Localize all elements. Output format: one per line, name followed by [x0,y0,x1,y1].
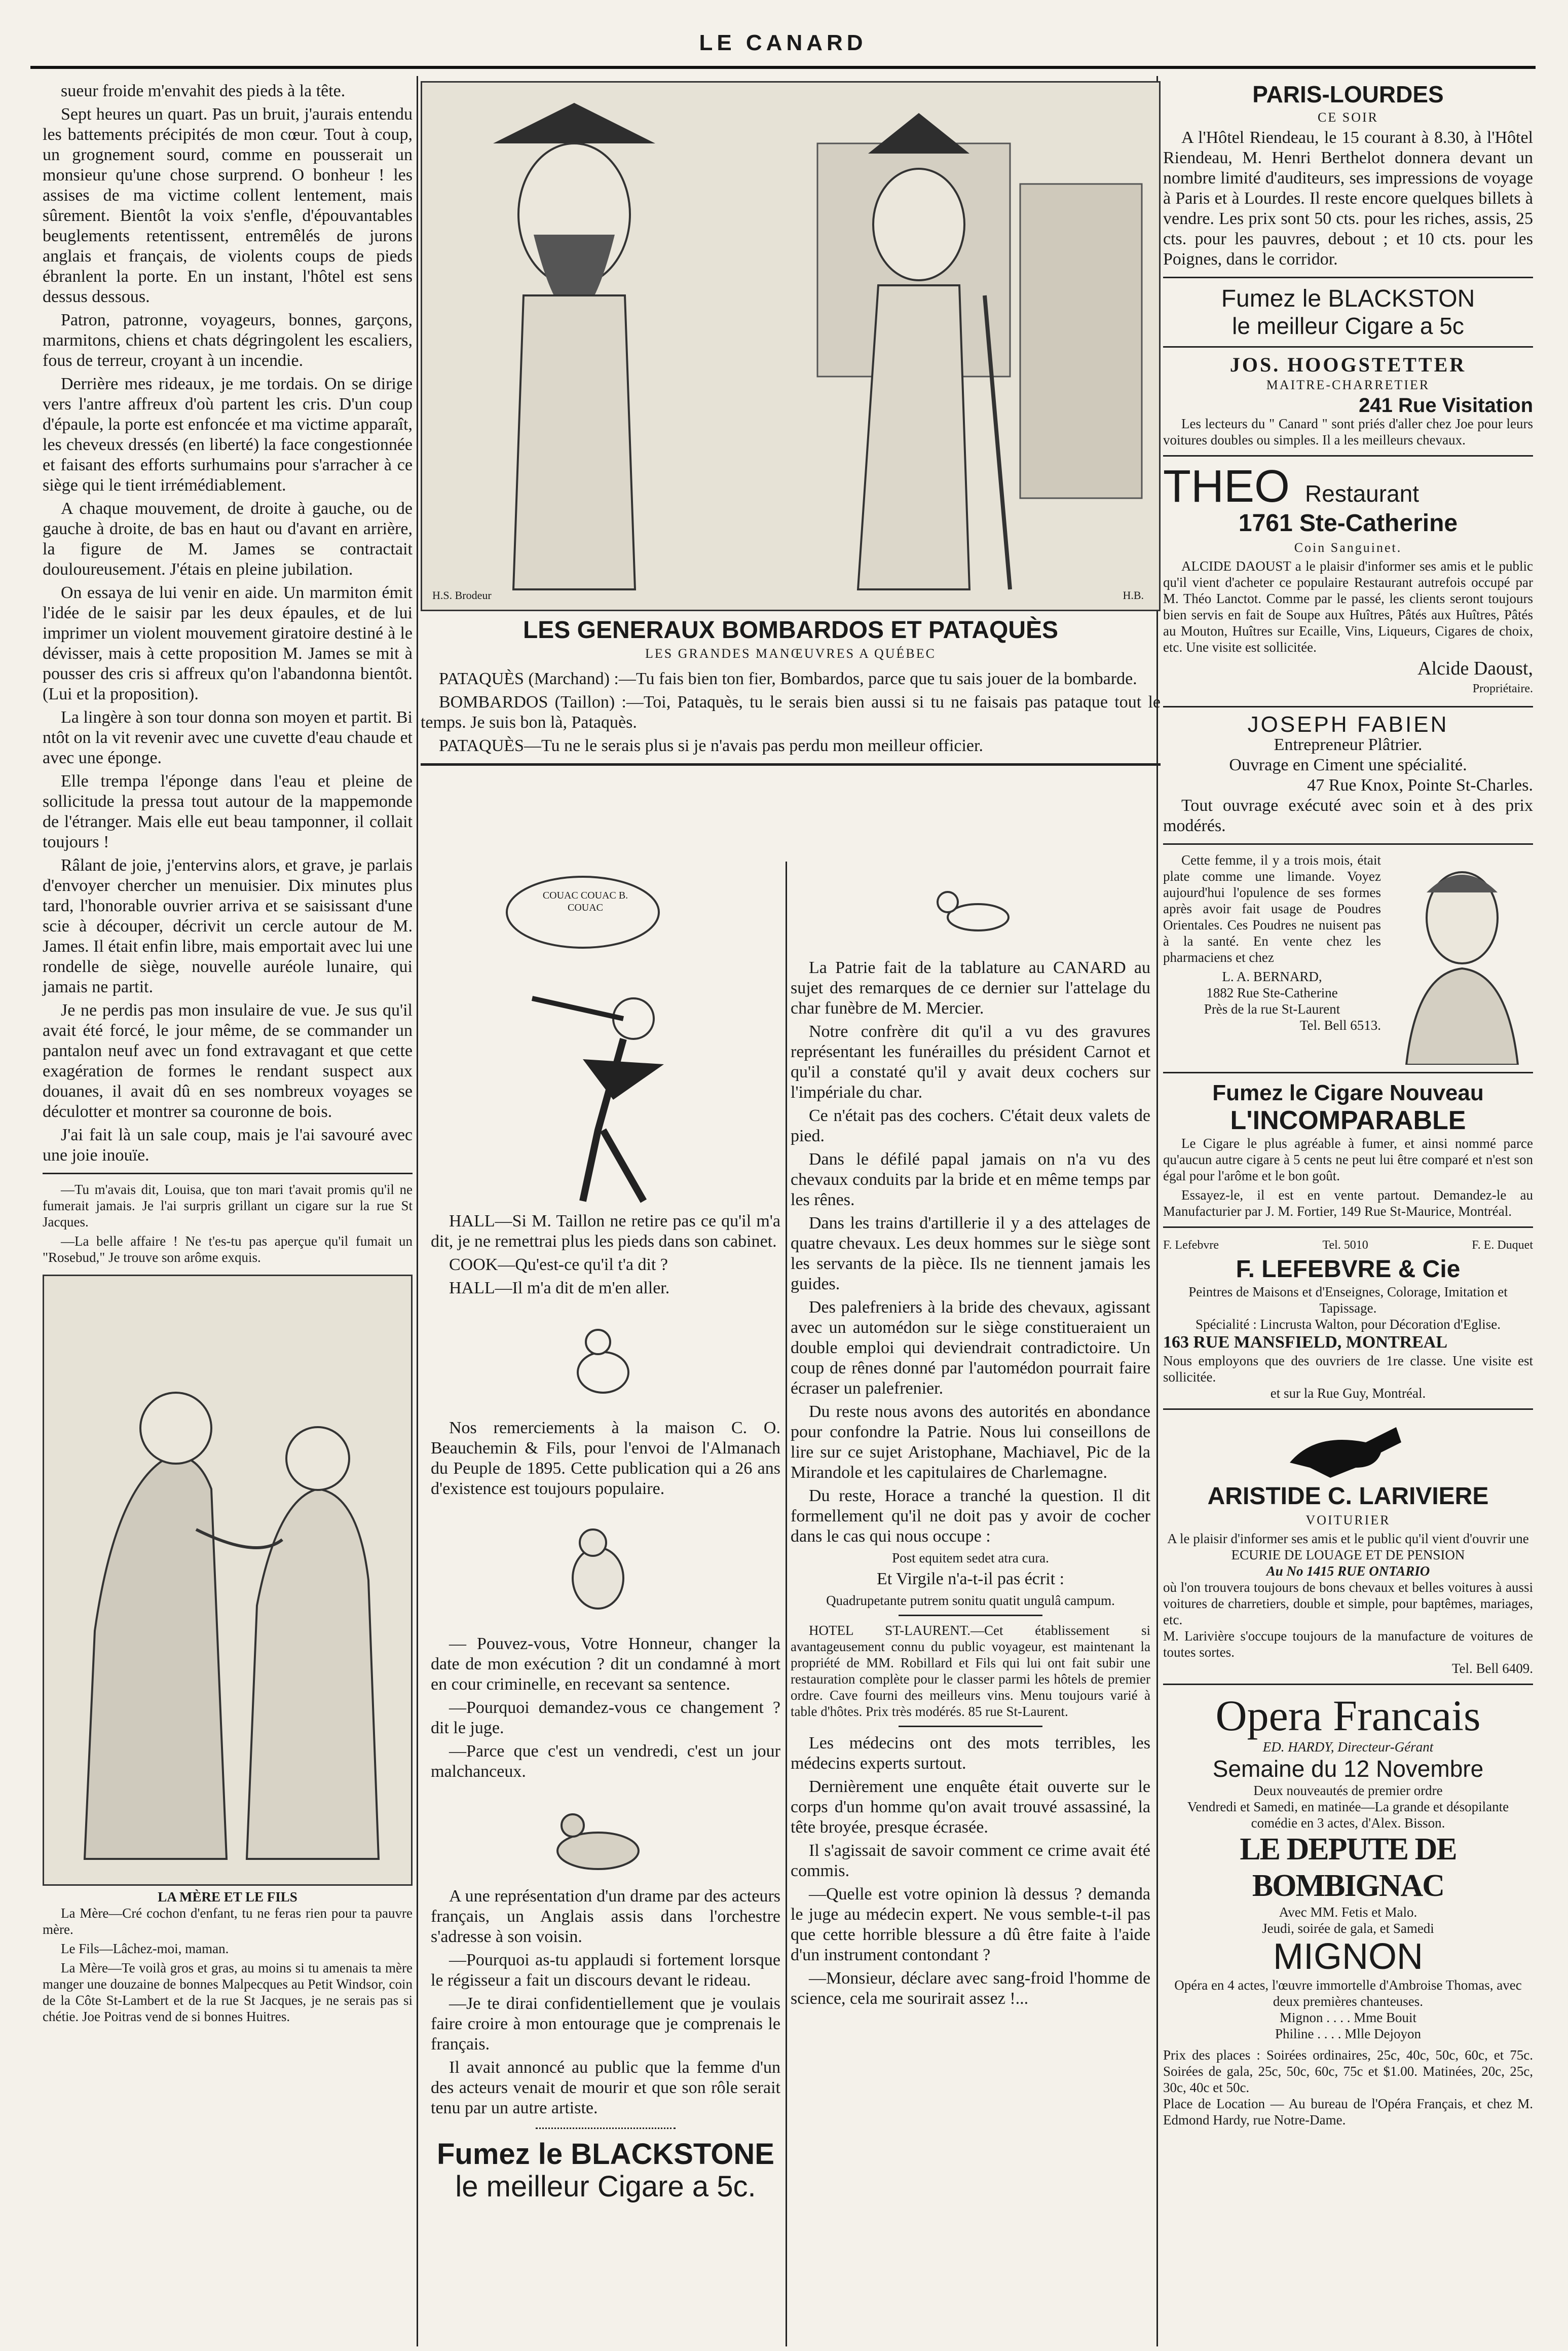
paragraph: Dans le défilé papal jamais on n'a vu des chevaux conduits par la bride et en même temps par les rênes. [791,1150,1150,1209]
paragraph: Patron, patronne, voyageurs, bonnes, garçons, marmitons, chiens et chats dégringolent les escaliers, fous de terreur, croyant à un incendie. [43,311,413,370]
opera-cast2: Philine . . . . Mlle Dejoyon [1275,2026,1421,2041]
bernard-tel: Tel. Bell 6513. [1299,1018,1381,1033]
paragraph: Il avait annoncé au public que la femme d'un des acteurs venait de mourir et que son rôle serait tenu par un autre artiste. [431,2058,780,2117]
opera-director: ED. HARDY, Directeur-Gérant [1262,1739,1434,1755]
paragraph: PATAQUÈS (Marchand) :—Tu fais bien ton fier, Bombardos, parce que tu sais jouer de la bombarde. [439,669,1137,688]
theo-address: 1761 Ste-Catherine [1238,510,1458,537]
paragraph: Des palefreniers à la bride des chevaux, agissant avec un automédon sur le siège constitueraient un double emploi qui deviendrait contradictoire. Un coup de rênes donné par l'automédon pourrait faire écraser un palefrenier. [791,1298,1150,1398]
opera-location: Place de Location — Au bureau de l'Opéra Français, et chez M. Edmond Hardy, rue Notre-Dame. [1163,2096,1533,2128]
theo-corner: Coin Sanguinet. [1294,540,1402,555]
paragraph: —Monsieur, déclare avec sang-froid l'homme de science, cela me sourirait assez !... [791,1969,1150,2008]
paragraph: Sept heures un quart. Pas un bruit, j'aurais entendu les battements précipités de mon cœur. Tout à coup, un grognement sourd, comme en pousserait un monsieur qu'une chose surprend. O bonheur ! les assises de ma victime collent lentement, mais sûrement. Bientôt la voix s'enfle, d'épouvantables beuglements retentissent, entremêlés de jurons anglais et français, de violents coups de pieds ébranlent la porte. En un instant, l'hôtel est sens dessus dessous. [43,105,413,306]
paris-ce-soir: CE SOIR [1318,110,1378,125]
divider [1163,843,1533,845]
lefebvre-address: 163 RUE MANSFIELD, MONTREAL [1163,1333,1448,1352]
theo-body: ALCIDE DAOUST a le plaisir d'informer ses amis et le public qu'il vient d'acheter ce populaire Restaurant autrefois occupé par M. Théo Lanctot. Comme par le passé, les clients seront toujours bien servis en fait de Soupe aux Huîtres, Pâtés aux Huîtres, Pâtés au Mouton, Huîtres sur Ecaille, Vins, Liqueurs, Cigares de choix, etc. Une visite est sollicitée. [1163,558,1533,655]
blackstone-ad-line2: le meilleur Cigare a 5c. [455,2170,756,2203]
illus-caption: LA MÈRE ET LE FILS [158,1889,297,1905]
paragraph: J'ai fait là un sale coup, mais je l'ai savouré avec une joie inouïe. [43,1126,413,1165]
divider [43,1173,413,1174]
fabien-role: Entrepreneur Plâtrier. [1274,735,1423,754]
fabien-address: 47 Rue Knox, Pointe St-Charles. [1307,776,1533,795]
paragraph: Le Fils—Lâchez-moi, maman. [61,1941,229,1956]
lariviere-name: ARISTIDE C. LARIVIERE [1207,1483,1489,1510]
duck-icon [431,1301,780,1418]
opera-vendredi: Vendredi et Samedi, en matinée—La grande et désopilante comédie en 3 actes, d'Alex. Bisson. [1187,1799,1509,1831]
column-rule [786,862,787,2346]
paragraph: Du reste, Horace a tranché la question. Il dit formellement qu'il ne doit pas y avoir de cocher dans le cas qui nous occupe : [791,1486,1150,1546]
hoogstetter-address: 241 Rue Visitation [1359,394,1533,417]
opera-title: Opera Francais [1215,1691,1481,1740]
fabien-specialty: Ouvrage en Ciment une spécialité. [1229,756,1467,774]
opera-avec: Avec MM. Fetis et Malo. [1279,1905,1417,1920]
illus-dialog [43,1905,413,2025]
hoogstetter-body: Les lecteurs du " Canard " sont priés d'aller chez Joe pour leurs voitures doubles ou simples. Il a les meilleurs chevaux. [1163,416,1533,447]
lariviere-role: VOITURIER [1305,1513,1391,1527]
incomparable-body2: Essayez-le, il est en vente partout. Demandez-le au Manufacturier par J. M. Fortier, 149 Rue St-Maurice, Montréal. [1163,1187,1533,1219]
bernard-near: Près de la rue St-Laurent [1204,1001,1340,1017]
lariviere-body: A le plaisir d'informer ses amis et le public qu'il vient d'ouvrir une [1167,1531,1529,1546]
incomparable-line2: L'INCOMPARABLE [1230,1106,1466,1135]
divider [1163,1684,1533,1685]
paragraph: Dans les trains d'artillerie il y a des attelages de quatre chevaux. Les deux hommes sur le siège sont les servants de la pièce. Ils ne tiennent jamais les guides. [791,1214,1150,1293]
paragraph: HALL—Il m'a dit de m'en aller. [449,1279,670,1297]
woman-portrait [1386,852,1533,1065]
theo-name: THEO [1163,461,1290,512]
opera-prix: Prix des places : Soirées ordinaires, 25c, 40c, 50c, 60c, et 75c. Soirées de gala, 25c, 50c, 60c, 75c et $1.00. Matinées, 20c, 25c, 30c, 40c et 50c. [1163,2047,1533,2095]
column-3 [791,867,1150,2012]
divider [1163,1226,1533,1228]
opera-cast1: Mignon . . . . Mme Bouit [1279,2010,1416,2025]
divider [1163,1408,1533,1410]
paragraph: HALL—Si M. Taillon ne retire pas ce qu'il m'a dit, je ne remettrai plus les pieds dans son cabinet. [431,1212,780,1251]
virgile-line: Et Virgile n'a-t-il pas écrit : [876,1570,1065,1588]
hoogstetter-name: JOS. HOOGSTETTER [1229,353,1467,376]
paragraph: La Patrie fait de la tablature au CANARD au sujet des remarques de ce dernier sur l'attelage du char funèbre de M. Mercier. [791,958,1150,1018]
joke-text [43,1181,413,1265]
divider [421,763,1161,766]
hoogstetter-role: MAITRE-CHARRETIER [1266,378,1430,392]
swimming-duck-icon [431,1785,780,1886]
top-cartoon-section [421,81,1161,773]
blackston-line1: Fumez le BLACKSTON [1221,285,1475,312]
latin-quote-2: Quadrupetante putrem sonitu quatit ungulâ campum. [826,1593,1115,1608]
lefebvre-role: Peintres de Maisons et d'Enseignes, Colorage, Imitation et Tapissage. [1188,1284,1508,1316]
paragraph: COOK—Qu'est-ce qu'il t'a dit ? [449,1255,668,1274]
patrie-article [791,958,1150,1547]
paragraph: —Pourquoi as-tu applaudi si fortement lorsque le régisseur a fait un discours devant le rideau. [431,1951,780,1990]
bernard-text [1163,852,1381,1065]
generals-cartoon [422,83,1159,607]
paragraph: —Quelle est votre opinion là dessus ? demanda le juge au médecin expert. Ne vous semble-t-il pas que cette horrible blessure a dû être faite à l'aide d'un instrument contondant ? [791,1885,1150,1964]
divider [899,1726,1042,1727]
blackston-line2: le meilleur Cigare a 5c [1232,313,1464,339]
flying-duck-icon [791,867,1150,958]
bernard-address: 1882 Rue Ste-Catherine [1206,985,1338,1000]
lefebvre-right: F. E. Duquet [1472,1239,1533,1252]
fabien-body: Tout ouvrage exécuté avec soin et à des prix modérés. [1163,796,1533,835]
paragraph: Il s'agissait de savoir comment ce crime avait été commis. [791,1841,1150,1880]
cartoon-dialog [421,669,1161,756]
lefebvre-name: F. LEFEBVRE & Cie [1236,1256,1461,1283]
almanach-text: Nos remerciements à la maison C. O. Beauchemin & Fils, pour l'envoi de l'Almanach du Peuple de 1895. Cette publication qui a 26 ans d'existence est toujours populaire. [431,1419,780,1498]
blackstone-ad-line1: Fumez le BLACKSTONE [436,2138,774,2171]
article-text [43,81,413,1166]
illustration-generaux [421,81,1161,611]
hotel-st-laurent-ad: HOTEL ST-LAURENT.—Cet établissement si avantageusement connu du public voyageur, est maintenant la propriété de MM. Robillard et Fils qui lui ont fait subir une restauration complète pour le classer parmi les hôtels de premier ordre. Cave fourni des meilleurs vins. Menu toujours varié à table d'hôtes. Prix très modérés. 85 rue St-Laurent. [791,1623,1150,1719]
juge-dialog [431,1634,780,1782]
paragraph: Notre confrère dit qu'il a vu des gravures représentant les funérailles du président Carnot et qu'il a constaté qu'il y avait deux cochers sur l'impériale du char. [791,1022,1150,1102]
paris-lourdes-title: PARIS-LOURDES [1252,81,1444,107]
medecins-article [791,1733,1150,2009]
lariviere-ecurie: ECURIE DE LOUAGE ET DE PENSION [1231,1547,1465,1562]
lefebvre-body2: et sur la Rue Guy, Montréal. [1270,1386,1426,1401]
paragraph: La Mère—Cré cochon d'enfant, tu ne feras rien pour ta pauvre mère. [43,1906,413,1937]
theo-signature: Alcide Daoust, [1417,658,1533,679]
hall-dialog [431,1211,780,1298]
paragraph: —Parce que c'est un vendredi, c'est un jour malchanceux. [431,1742,780,1781]
divider [1163,277,1533,278]
latin-quote-1: Post equitem sedet atra cura. [892,1550,1049,1565]
illustration-hall [431,867,780,1211]
paragraph: sueur froide m'envahit des pieds à la tête. [61,82,346,100]
incomparable-line1: Fumez le Cigare Nouveau [1212,1080,1484,1105]
paragraph: BOMBARDOS (Taillon) :—Toi, Pataquès, tu le serais bien aussi si tu ne faisais pas pataque tout le temps. Je suis bon là, Pataquès. [421,693,1161,732]
paragraph: —Tu m'avais dit, Louisa, que ton mari t'avait promis qu'il ne fumerait jamais. Je l'ai surpris grillant un cigare sur la rue St Jacques. [43,1182,413,1229]
divider [899,1615,1042,1616]
lefebvre-top-row [1163,1235,1533,1255]
paragraph: —Pourquoi demandez-vous ce changement ? dit le juge. [431,1698,780,1737]
signature-right: H.B. [1123,589,1144,602]
paragraph: Derrière mes rideaux, je me tordais. On se dirige vers l'antre affreux d'où partent les cris. D'un coup d'épaule, la porte est enfoncée et ma victime apparaît, les cheveux dressés (en liberté) la face congestionnée et faisant des efforts surhumains pour s'arracher à ce siège qui le tient irrémédiablement. [43,375,413,495]
hall-bird-drawing [431,867,780,1211]
paragraph: Du reste nous avons des autorités en abondance pour confondre la Patrie. Nous lui conseillons de lire sur ce sujet Aristophane, Machiavel, Pic de la Mirandole et les capitulaires de Charlemagne. [791,1402,1150,1482]
opera-depute: LE DEPUTE DE BOMBIGNAC [1240,1832,1457,1903]
paragraph: Les médecins ont des mots terribles, les médecins experts surtout. [791,1734,1150,1773]
opera-semaine: Semaine du 12 Novembre [1212,1756,1484,1782]
bird-icon [431,1502,780,1634]
lefebvre-tel: Tel. 5010 [1322,1239,1368,1252]
incomparable-body: Le Cigare le plus agréable à fumer, et ainsi nommé parce qu'aucun autre cigare à 5 cents ne peut lui être comparé et n'est son égal pour l'arôme et le bon goût. [1163,1136,1533,1183]
masthead [30,30,1536,69]
theo-restaurant: Restaurant [1305,480,1420,507]
swimming-duck-icon-area [431,1785,780,1886]
column-rule [417,76,418,2346]
column-4-ads [1163,81,1533,2128]
paragraph: Je ne perdis pas mon insulaire de vue. Je sus qu'il avait été forcé, le jour même, de se commander un pantalon neuf avec un fond extravagant et que cette exagération de formes le rendant suspect aux douanes, il avait dû en ses nombreux voyages se déculotter et montrer sa couronne de bois. [43,1001,413,1121]
paragraph: —Je te dirai confidentiellement que je voulais faire croire à mon entourage que je comprenais le français. [431,1994,780,2054]
theo-header [1163,461,1533,512]
paragraph: A une représentation d'un drame par des acteurs français, un Anglais assis dans l'orchestre s'adresse à son voisin. [431,1887,780,1946]
paragraph: A chaque mouvement, de droite à gauche, ou de gauche à droite, de bas en haut ou d'avant en arrière, la figure de M. James se contractait douloureusement. J'étais en pleine jubilation. [43,499,413,579]
lariviere-body2: où l'on trouvera toujours de bons chevaux et belles voitures à aussi voitures de charretiers, double et simple, pour baptêmes, mariages, etc. [1163,1580,1533,1627]
lefebvre-body: Nous employons que des ouvriers de 1re classe. Une visite est sollicitée. [1163,1353,1533,1385]
divider [1163,346,1533,348]
paris-lourdes-body: A l'Hôtel Riendeau, le 15 courant à 8.30, à l'Hôtel Riendeau, M. Henri Berthelot donnera devant un nombre limité d'auditeurs, ses impressions de voyage à Paris et à Lourdes. Il reste encore quelques billets à vendre. Les prix sont 50 cts. pour les riches, assis, 25 cts. pour les pauvres, debout ; et 10 cts. pour les Poignes, dans le corridor. [1163,128,1533,269]
paragraph: On essaya de lui venir en aide. Un marmiton émit l'idée de le saisir par les deux épaules, et de lui imprimer un violent mouvement giratoire destiné à le dévisser, mais à cette proposition M. James se mit à pousser des cris si affreux qu'on l'abandonna bientôt. (Lui et la proposition). [43,583,413,703]
horse-icon-area [1163,1417,1533,1483]
fabien-name: JOSEPH FABIEN [1247,712,1449,737]
lefebvre-specialite: Spécialité : Lincrusta Walton, pour Décoration d'Eglise. [1195,1317,1501,1332]
paragraph: Dernièrement une enquête était ouverte sur le corps d'un homme qu'on avait trouvé assassiné, la tête broyée, presque écrasée. [791,1777,1150,1837]
paragraph: Ce n'était pas des cochers. C'était deux valets de pied. [791,1106,1150,1145]
divider [1163,706,1533,707]
column-1 [43,81,413,2028]
drame-text [431,1886,780,2118]
paragraph: Râlant de joie, j'entervins alors, et grave, je parlais d'envoyer chercher un menuisier. Dix minutes plus tard, l'honorable ouvrier arriva et se saisissant d'une scie à découper, décrivit un cercle autour de M. James. Il était enfin libre, mais emportait avec lui une rondelle de siège, nouvelle auréole lunaire, qui jamais ne partit. [43,856,413,996]
mother-son-drawing [44,1276,411,1881]
illustration-mother-son [43,1275,413,1886]
bernard-name: L. A. BERNARD, [1222,969,1322,984]
speech-bubble-text: COUAC COUAC B. COUAC [542,890,628,913]
duck-icon-area [431,1301,780,1418]
divider [1163,1072,1533,1073]
masthead-title: LE CANARD [699,30,867,55]
divider [536,2128,676,2129]
headline: LES GENERAUX BOMBARDOS ET PATAQUÈS [522,617,1059,644]
lariviere-address: Au No 1415 RUE ONTARIO [1266,1563,1430,1579]
opera-mignon: MIGNON [1273,1936,1423,1977]
lefebvre-left: F. Lefebvre [1163,1239,1219,1252]
horse-icon [1163,1417,1533,1483]
bernard-body: Cette femme, il y a trois mois, était plate comme une limande. Voyez aujourd'hui l'opulence de ses formes après avoir fait usage de Poudres Orientales. Ces Poudres ne nuisent pas à la santé. En vente chez les pharmaciens et chez [1163,852,1381,965]
theo-proprietaire: Propriétaire. [1472,682,1533,695]
subhead: LES GRANDES MANŒUVRES A QUÉBEC [645,646,936,661]
opera-jeudi: Jeudi, soirée de gala, et Samedi [1262,1921,1434,1936]
bird-icon-area [431,1502,780,1634]
paragraph: La lingère à son tour donna son moyen et partit. Bi ntôt on la vit revenir avec une cuvette d'eau chaude et avec une éponge. [43,708,413,767]
paragraph: La Mère—Te voilà gros et gras, au moins si tu amenais ta mère manger une douzaine de bonnes Malpecques au Petit Windsor, coin de la Côte St-Lambert et de la rue St Jacques, je ne serais pas si chétie. Joe Poitras vend de si bonnes Huitres. [43,1960,413,2024]
flying-duck-icon-area [791,867,1150,958]
paragraph: PATAQUÈS—Tu ne le serais plus si je n'avais pas perdu mon meilleur officier. [439,736,983,755]
paragraph: — Pouvez-vous, Votre Honneur, changer la date de mon exécution ? dit un condamné à mort en cour criminelle, en recevant sa sentence. [431,1634,780,1694]
lariviere-body3: M. Larivière s'occupe toujours de la manufacture de voitures de toutes sortes. [1163,1628,1533,1660]
signature-left: H.S. Brodeur [432,589,492,602]
opera-opera: Opéra en 4 actes, l'œuvre immortelle d'Ambroise Thomas, avec deux premières chanteuses. [1174,1977,1522,2009]
bernard-ad [1163,852,1533,1065]
paragraph: Elle trempa l'éponge dans l'eau et pleine de sollicitude la pressa tout autour de la mappemonde de l'étranger. Mais elle eut beau tamponner, il collait toujours ! [43,772,413,851]
divider [1163,455,1533,457]
lariviere-tel: Tel. Bell 6409. [1451,1661,1533,1676]
column-2 [431,867,780,2203]
opera-deux: Deux nouveautés de premier ordre [1253,1783,1443,1798]
paragraph: —La belle affaire ! Ne t'es-tu pas aperçue qu'il fumait un "Rosebud," Je trouve son arôme exquis. [43,1234,413,1265]
